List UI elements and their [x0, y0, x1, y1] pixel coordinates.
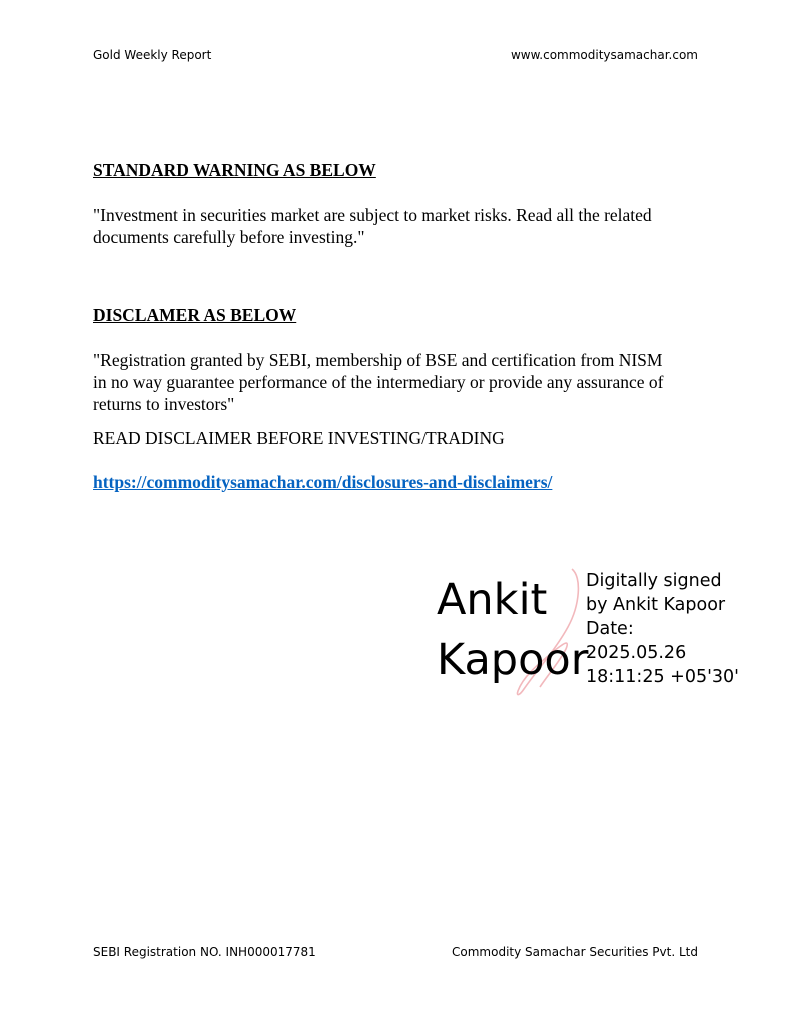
header-website: www.commoditysamachar.com [510, 48, 698, 62]
disclaimer-line: in no way guarantee performance of the intermediary or provide any assurance of [93, 372, 664, 392]
footer-company-name: Commodity Samachar Securities Pvt. Ltd [452, 945, 698, 959]
disclaimer-text [93, 349, 703, 415]
warning-text [93, 204, 703, 248]
read-disclaimer-notice [93, 427, 703, 449]
disclaimer-line: "Registration granted by SEBI, membership of BSE and certification from NISM [93, 350, 663, 370]
signature-detail-line: 2025.05.26 [586, 643, 687, 663]
signature-detail-line: Digitally signed [586, 571, 722, 591]
read-disclaimer-line: READ DISCLAIMER BEFORE INVESTING/TRADING [93, 428, 505, 448]
signature-detail-line: 18:11:25 +05'30' [586, 667, 739, 687]
warning-heading: STANDARD WARNING AS BELOW [93, 160, 376, 180]
signer-name-last: Kapoor [437, 635, 589, 685]
signature-detail-line: by Ankit Kapoor [586, 595, 726, 615]
warning-line: "Investment in securities market are subject to market risks. Read all the related [93, 205, 652, 225]
signature-detail-line: Date: [586, 619, 634, 639]
signer-name-first: Ankit [437, 575, 548, 625]
warning-line: documents carefully before investing." [93, 227, 365, 247]
footer-sebi-registration: SEBI Registration NO. INH000017781 [93, 945, 316, 959]
disclaimer-line: returns to investors" [93, 394, 235, 414]
header-report-title: Gold Weekly Report [93, 48, 212, 62]
disclosures-link[interactable]: https://commoditysamachar.com/disclosures-and-disclaimers/ [93, 472, 553, 492]
signature-details [586, 569, 739, 689]
disclaimer-heading: DISCLAMER AS BELOW [93, 305, 297, 325]
